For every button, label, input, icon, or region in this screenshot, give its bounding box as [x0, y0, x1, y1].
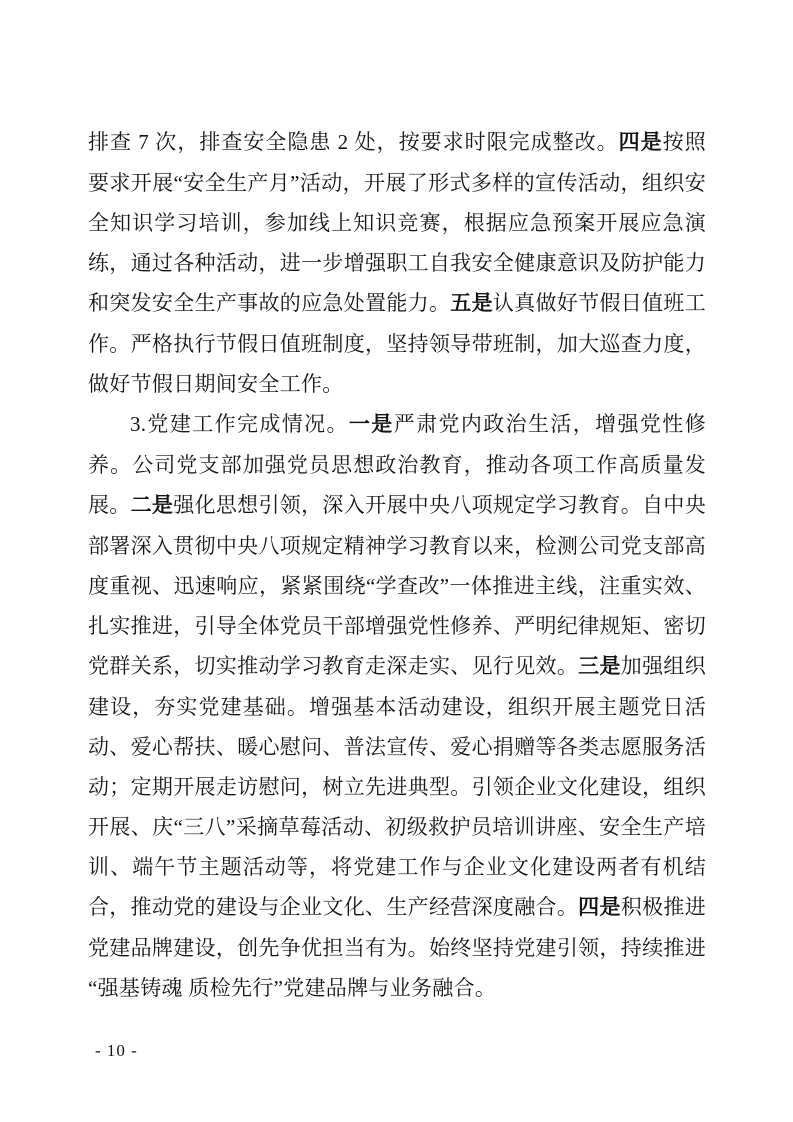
- bold-text-run: 一是: [348, 413, 394, 436]
- text-run: 3.党建工作完成情况。: [130, 412, 349, 436]
- paragraph-party-building: [88, 404, 706, 1008]
- bold-text-run: 四是: [618, 131, 663, 154]
- bold-text-run: 三是: [578, 655, 621, 678]
- text-run: 积极推进党建品牌建设，创先争优担当有为。始终坚持党建引领，持续推进“强基铸魂 质检先行”党建品牌与业务融合。: [88, 895, 706, 1000]
- document-body: [88, 122, 706, 1008]
- bold-text-run: 二是: [130, 494, 174, 517]
- text-run: 认真做好节假日值班工作。严格执行节假日值班制度，坚持领导带班制，加大巡查力度，做好节假日期间安全工作。: [88, 291, 706, 396]
- paragraph-safety-work: [88, 122, 706, 404]
- bold-text-run: 四是: [578, 896, 621, 919]
- text-run: 加强组织建设，夯实党建基础。增强基本活动建设，组织开展主题党日活动、爱心帮扶、暖心慰问、普法宣传、爱心捐赠等各类志愿服务活动；定期开展走访慰问，树立先进典型。引领企业文化建设，组织开展、庆“三八”采摘草莓活动、初级救护员培训讲座、安全生产培训、端午节主题活动等，将党建工作与企业文化建设两者有机结合，推动党的建设与企业文化、生产经营深度融合。: [88, 654, 706, 919]
- text-run: 严肃党内政治生活，增强党性修养。公司党支部加强党员思想政治教育，推动各项工作高质量发展。: [88, 412, 706, 517]
- page-number: - 10 -: [95, 1041, 138, 1060]
- text-run: 按照要求开展“安全生产月”活动，开展了形式多样的宣传活动，组织安全知识学习培训，参加线上知识竞赛，根据应急预案开展应急演练，通过各种活动，进一步增强职工自我安全健康意识及防护能力和突发安全生产事故的应急处置能力。: [88, 130, 706, 315]
- text-run: 强化思想引领，深入开展中央八项规定学习教育。自中央部署深入贯彻中央八项规定精神学习教育以来，检测公司党支部高度重视、迅速响应，紧紧围绕“学查改”一体推进主线，注重实效、扎实推进，引导全体党员干部增强党性修养、严明纪律规矩、密切党群关系，切实推动学习教育走深走实、见行见效。: [88, 493, 706, 678]
- bold-text-run: 五是: [450, 292, 493, 315]
- text-run: 排查 7 次，排查安全隐患 2 处，按要求时限完成整改。: [88, 130, 619, 154]
